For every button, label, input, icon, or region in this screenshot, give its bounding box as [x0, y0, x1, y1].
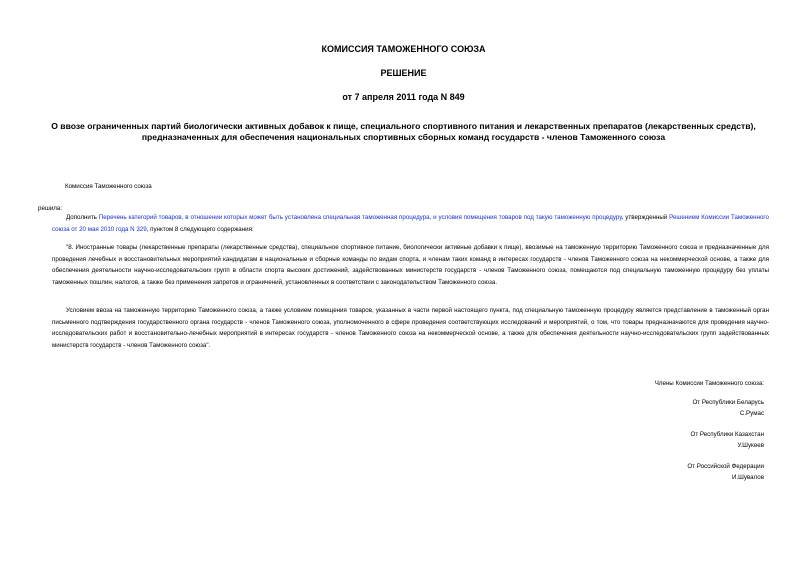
intro-text: Комиссия Таможенного союза: [65, 183, 152, 190]
signature-country: От Российской Федерации: [687, 463, 764, 470]
document-type: РЕШЕНИЕ: [380, 68, 427, 78]
document-title: О ввозе ограниченных партий биологически активных добавок к пище, специального спортивного питания и лекарственных препаратов (лекарственных средств), предназначенных для обеспечения национальных спортивных сборных команд государств - членов Таможенного союза: [51, 121, 756, 142]
signature-country: От Республики Беларусь: [692, 399, 764, 406]
amendment-text-middle: , утвержденный: [621, 214, 670, 221]
amendment-text-end: , пунктом 8 следующего содержания:: [146, 225, 254, 233]
signature-country: От Республики Казахстан: [690, 431, 764, 438]
decided-text: решила:: [38, 205, 63, 212]
link-goods-categories-list[interactable]: Перечень категорий товаров, в отношении которых может быть установлена специальная таможенная процедура, и условия помещения товаров под такую таможенную процедуру: [98, 214, 622, 221]
paragraph-item-8: "8. Иностранные товары (лекарственные препараты (лекарственные средства), специальное спортивное питание, биологически активные добавки к пище), ввозимые на таможенную территорию Таможенного союза и предназначенные для проведения лечебных и восстановительных мероприятий кандидатам в национальные и сборные команды по видам спорта, и членам таких команд в интересах государств - членов Таможенного союза на некоммерческой основе, а также для обеспечения деятельности научно-исследовательских групп в области спорта высоких достижений, задействованных министерств государств - членов Таможенного союза, помещаются под специальную таможенную процедуру без уплаты таможенных пошлин, налогов, а также без применения запретов и ограничений, установленных в соответствии с законодательством Таможенного союза.: [52, 244, 769, 286]
document-date-number: от 7 апреля 2011 года N 849: [342, 92, 465, 102]
paragraph-amendment: [52, 212, 769, 235]
signature-name: У.Шукеев: [737, 442, 764, 449]
issuing-authority: КОМИССИЯ ТАМОЖЕННОГО СОЮЗА: [321, 44, 486, 54]
signature-name: С.Румас: [739, 410, 764, 417]
signature-name: И.Шувалов: [732, 474, 764, 481]
amendment-text-start: Дополнить: [66, 214, 99, 221]
link-decision-329[interactable]: Решением Комиссии Таможенного союза от 20 мая 2010 года N 329: [52, 214, 769, 233]
paragraph-conditions: Условием ввоза на таможенную территорию Таможенного союза, а также условием помещения товаров, указанных в части первой настоящего пункта, под специальную таможенную процедуру является представление в таможенный орган письменного подтверждения государственного органа государств - членов Таможенного союза, уполномоченного в сфере проведения соответствующих исследований и мероприятий, о том, что товары предназначаются для проведения научно-исследовательских работ и восстановительно-лечебных мероприятий в интересах государств - членов Таможенного союза на некоммерческой основе, а также для обеспечения деятельности научно-исследовательских групп задействованных министерств государств - членов Таможенного союза".: [52, 307, 769, 349]
signatories-heading: Члены Комиссии Таможенного союза:: [654, 380, 764, 387]
